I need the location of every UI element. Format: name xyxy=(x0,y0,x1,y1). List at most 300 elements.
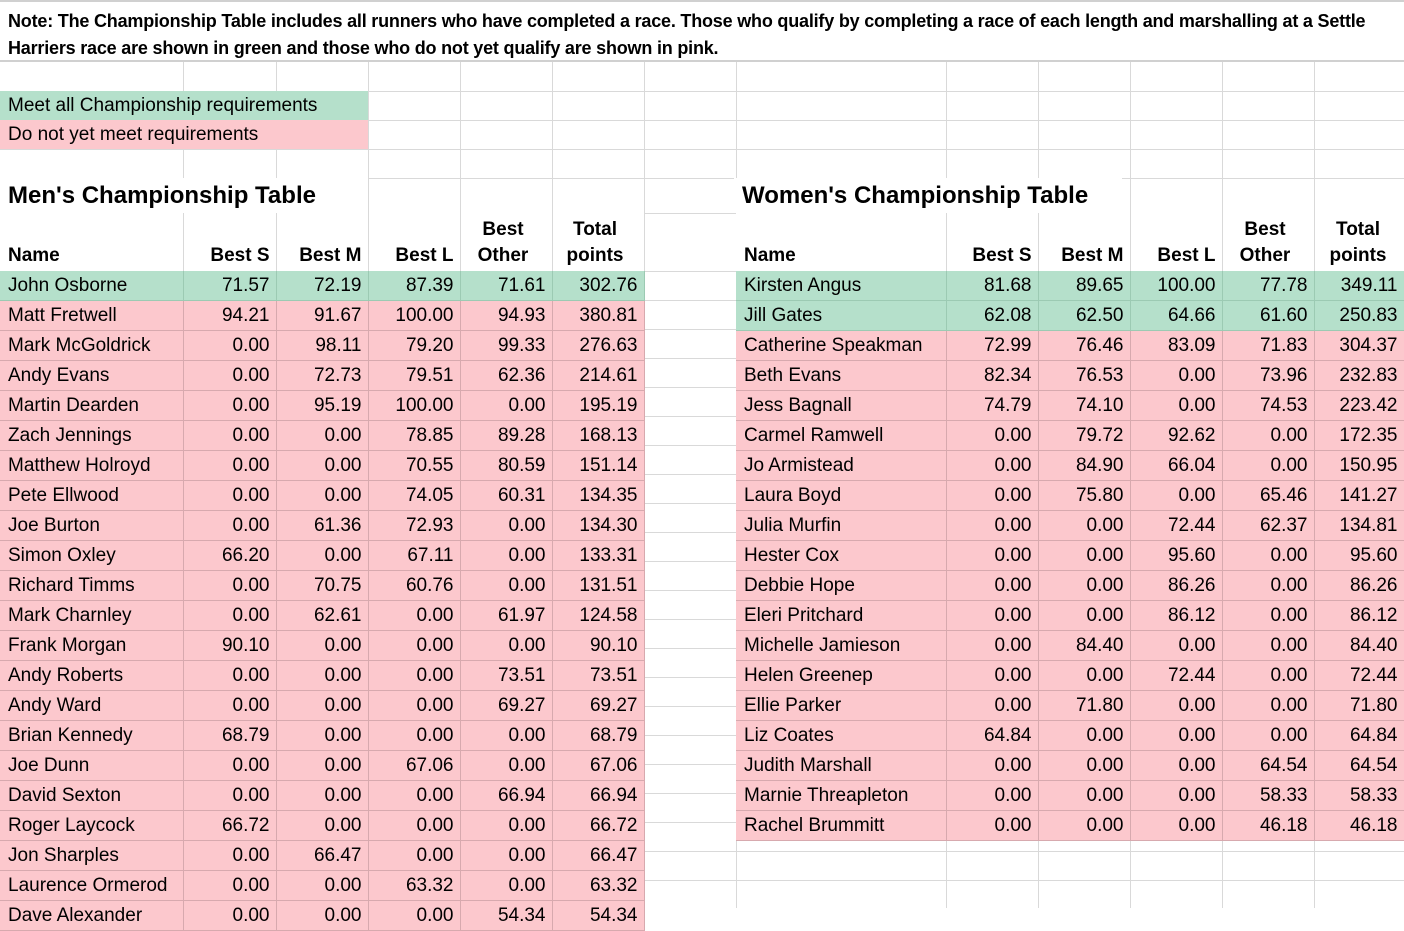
cell-total[interactable]: 172.35 xyxy=(1314,421,1404,451)
cell-other[interactable]: 62.36 xyxy=(460,361,552,391)
table-row xyxy=(0,391,644,421)
table-row xyxy=(0,691,644,721)
cell-name[interactable]: Julia Murfin xyxy=(736,511,946,541)
cell-s[interactable]: 0.00 xyxy=(183,571,276,601)
cell-other[interactable]: 0.00 xyxy=(460,751,552,781)
cell-other[interactable]: 54.34 xyxy=(460,901,552,931)
cell-total[interactable]: 86.26 xyxy=(1314,571,1404,601)
header-best-other-line2: Other xyxy=(1239,245,1291,266)
header-best-m[interactable]: Best M xyxy=(1038,213,1130,271)
header-total-line2: points xyxy=(1329,245,1387,266)
cell-m[interactable]: 84.40 xyxy=(1038,631,1130,661)
cell-name[interactable]: Brian Kennedy xyxy=(0,721,183,751)
table-row xyxy=(736,511,1404,541)
cell-other[interactable]: 65.46 xyxy=(1222,481,1314,511)
cell-l[interactable]: 100.00 xyxy=(368,391,460,421)
cell-s[interactable]: 0.00 xyxy=(946,451,1038,481)
cell-l[interactable]: 63.32 xyxy=(368,871,460,901)
cell-m[interactable]: 0.00 xyxy=(276,721,368,751)
cell-total[interactable]: 46.18 xyxy=(1314,811,1404,841)
cell-m[interactable]: 0.00 xyxy=(1038,781,1130,811)
cell-l[interactable]: 0.00 xyxy=(1130,631,1222,661)
cell-name[interactable]: Roger Laycock xyxy=(0,811,183,841)
cell-m[interactable]: 84.90 xyxy=(1038,451,1130,481)
cell-s[interactable]: 0.00 xyxy=(183,451,276,481)
cell-total[interactable]: 66.94 xyxy=(552,781,644,811)
cell-total[interactable]: 134.81 xyxy=(1314,511,1404,541)
cell-l[interactable]: 0.00 xyxy=(1130,391,1222,421)
cell-m[interactable]: 61.36 xyxy=(276,511,368,541)
cell-total[interactable]: 134.35 xyxy=(552,481,644,511)
cell-other[interactable]: 71.61 xyxy=(460,271,552,301)
cell-l[interactable]: 0.00 xyxy=(368,601,460,631)
cell-name[interactable]: Jill Gates xyxy=(736,301,946,331)
cell-total[interactable]: 71.80 xyxy=(1314,691,1404,721)
cell-name[interactable]: Liz Coates xyxy=(736,721,946,751)
cell-s[interactable]: 0.00 xyxy=(946,691,1038,721)
table-row xyxy=(736,751,1404,781)
legend-qualified[interactable]: Meet all Championship requirements xyxy=(0,91,368,120)
cell-m[interactable]: 76.46 xyxy=(1038,331,1130,361)
cell-l[interactable]: 72.44 xyxy=(1130,511,1222,541)
table-row xyxy=(736,631,1404,661)
cell-l[interactable]: 0.00 xyxy=(368,721,460,751)
cell-s[interactable]: 62.08 xyxy=(946,301,1038,331)
mens-championship-table xyxy=(0,213,645,931)
cell-total[interactable]: 66.72 xyxy=(552,811,644,841)
cell-name[interactable]: Andy Roberts xyxy=(0,661,183,691)
cell-m[interactable]: 0.00 xyxy=(276,781,368,811)
cell-name[interactable]: Dave Alexander xyxy=(0,901,183,931)
cell-s[interactable]: 0.00 xyxy=(946,661,1038,691)
cell-m[interactable]: 74.10 xyxy=(1038,391,1130,421)
cell-s[interactable]: 0.00 xyxy=(946,811,1038,841)
table-row xyxy=(736,271,1404,301)
cell-l[interactable]: 72.93 xyxy=(368,511,460,541)
cell-name[interactable]: Laura Boyd xyxy=(736,481,946,511)
table-row xyxy=(0,511,644,541)
cell-l[interactable]: 86.26 xyxy=(1130,571,1222,601)
cell-name[interactable]: Joe Burton xyxy=(0,511,183,541)
cell-l[interactable]: 83.09 xyxy=(1130,331,1222,361)
cell-other[interactable]: 99.33 xyxy=(460,331,552,361)
cell-other[interactable]: 73.96 xyxy=(1222,361,1314,391)
cell-l[interactable]: 100.00 xyxy=(1130,271,1222,301)
cell-other[interactable]: 0.00 xyxy=(1222,451,1314,481)
cell-m[interactable]: 0.00 xyxy=(276,631,368,661)
table-row xyxy=(0,661,644,691)
cell-name[interactable]: Simon Oxley xyxy=(0,541,183,571)
cell-total[interactable]: 151.14 xyxy=(552,451,644,481)
cell-m[interactable]: 75.80 xyxy=(1038,481,1130,511)
header-best-s[interactable]: Best S xyxy=(183,213,276,271)
table-row xyxy=(0,361,644,391)
cell-total[interactable]: 66.47 xyxy=(552,841,644,871)
cell-m[interactable]: 79.72 xyxy=(1038,421,1130,451)
cell-s[interactable]: 0.00 xyxy=(946,481,1038,511)
cell-s[interactable]: 68.79 xyxy=(183,721,276,751)
cell-name[interactable]: Andy Evans xyxy=(0,361,183,391)
cell-l[interactable]: 0.00 xyxy=(1130,781,1222,811)
table-row xyxy=(0,781,644,811)
cell-other[interactable]: 0.00 xyxy=(1222,691,1314,721)
table-row xyxy=(0,541,644,571)
cell-total[interactable]: 223.42 xyxy=(1314,391,1404,421)
cell-s[interactable]: 0.00 xyxy=(183,601,276,631)
header-best-other[interactable] xyxy=(1222,213,1314,271)
cell-m[interactable]: 0.00 xyxy=(276,481,368,511)
cell-l[interactable]: 95.60 xyxy=(1130,541,1222,571)
cell-name[interactable]: Jo Armistead xyxy=(736,451,946,481)
cell-l[interactable]: 0.00 xyxy=(1130,691,1222,721)
header-best-l[interactable]: Best L xyxy=(368,213,460,271)
cell-other[interactable]: 73.51 xyxy=(460,661,552,691)
cell-m[interactable]: 72.19 xyxy=(276,271,368,301)
cell-name[interactable]: Beth Evans xyxy=(736,361,946,391)
cell-name[interactable]: Jess Bagnall xyxy=(736,391,946,421)
cell-name[interactable]: Mark McGoldrick xyxy=(0,331,183,361)
cell-m[interactable]: 0.00 xyxy=(1038,661,1130,691)
table-row xyxy=(736,391,1404,421)
cell-s[interactable]: 0.00 xyxy=(946,631,1038,661)
legend-not-qualified[interactable]: Do not yet meet requirements xyxy=(0,120,368,149)
cell-total[interactable]: 302.76 xyxy=(552,271,644,301)
cell-l[interactable]: 0.00 xyxy=(368,811,460,841)
cell-name[interactable]: Debbie Hope xyxy=(736,571,946,601)
cell-m[interactable]: 91.67 xyxy=(276,301,368,331)
cell-m[interactable]: 0.00 xyxy=(276,451,368,481)
cell-l[interactable]: 70.55 xyxy=(368,451,460,481)
cell-other[interactable]: 94.93 xyxy=(460,301,552,331)
header-best-other[interactable] xyxy=(460,213,552,271)
cell-total[interactable]: 90.10 xyxy=(552,631,644,661)
cell-m[interactable]: 89.65 xyxy=(1038,271,1130,301)
cell-total[interactable]: 250.83 xyxy=(1314,301,1404,331)
cell-other[interactable]: 64.54 xyxy=(1222,751,1314,781)
cell-total[interactable]: 232.83 xyxy=(1314,361,1404,391)
cell-name[interactable]: Zach Jennings xyxy=(0,421,183,451)
table-row xyxy=(0,271,644,301)
cell-name[interactable]: Pete Ellwood xyxy=(0,481,183,511)
cell-other[interactable]: 0.00 xyxy=(1222,541,1314,571)
cell-m[interactable]: 0.00 xyxy=(276,541,368,571)
cell-l[interactable]: 86.12 xyxy=(1130,601,1222,631)
cell-other[interactable]: 80.59 xyxy=(460,451,552,481)
cell-other[interactable]: 0.00 xyxy=(460,721,552,751)
cell-m[interactable]: 0.00 xyxy=(1038,811,1130,841)
cell-m[interactable]: 62.50 xyxy=(1038,301,1130,331)
table-row xyxy=(0,421,644,451)
table-row xyxy=(0,721,644,751)
cell-other[interactable]: 0.00 xyxy=(460,511,552,541)
header-name[interactable]: Name xyxy=(736,213,946,271)
cell-m[interactable]: 0.00 xyxy=(276,691,368,721)
cell-s[interactable]: 0.00 xyxy=(946,601,1038,631)
table-row xyxy=(736,601,1404,631)
cell-l[interactable]: 0.00 xyxy=(1130,751,1222,781)
cell-total[interactable]: 63.32 xyxy=(552,871,644,901)
cell-l[interactable]: 0.00 xyxy=(368,781,460,811)
cell-l[interactable]: 79.20 xyxy=(368,331,460,361)
cell-other[interactable]: 0.00 xyxy=(1222,631,1314,661)
cell-l[interactable]: 0.00 xyxy=(1130,481,1222,511)
womens-championship-table xyxy=(736,213,1404,841)
cell-l[interactable]: 67.11 xyxy=(368,541,460,571)
cell-s[interactable]: 0.00 xyxy=(183,691,276,721)
table-row xyxy=(736,421,1404,451)
cell-m[interactable]: 0.00 xyxy=(1038,511,1130,541)
cell-l[interactable]: 0.00 xyxy=(368,631,460,661)
note-cell[interactable]: Note: The Championship Table includes all runners who have completed a race. Those who qualify by completing a race of each length and marshalling at a Settle Harriers race are shown in green and those who do not yet qualify are shown in pink. xyxy=(0,0,1404,62)
header-total-points[interactable] xyxy=(552,213,644,271)
cell-m[interactable]: 62.61 xyxy=(276,601,368,631)
cell-total[interactable]: 168.13 xyxy=(552,421,644,451)
mens-table-title[interactable]: Men's Championship Table xyxy=(0,178,368,213)
cell-l[interactable]: 92.62 xyxy=(1130,421,1222,451)
header-best-other-line1: Best xyxy=(482,219,524,240)
cell-total[interactable]: 95.60 xyxy=(1314,541,1404,571)
cell-total[interactable]: 64.54 xyxy=(1314,751,1404,781)
cell-s[interactable]: 0.00 xyxy=(183,781,276,811)
cell-total[interactable]: 68.79 xyxy=(552,721,644,751)
cell-s[interactable]: 0.00 xyxy=(183,421,276,451)
cell-other[interactable]: 89.28 xyxy=(460,421,552,451)
cell-s[interactable]: 0.00 xyxy=(183,901,276,931)
cell-total[interactable]: 58.33 xyxy=(1314,781,1404,811)
cell-s[interactable]: 90.10 xyxy=(183,631,276,661)
cell-s[interactable]: 0.00 xyxy=(946,511,1038,541)
table-row xyxy=(0,751,644,781)
cell-name[interactable]: Andy Ward xyxy=(0,691,183,721)
cell-other[interactable]: 0.00 xyxy=(1222,661,1314,691)
cell-other[interactable]: 46.18 xyxy=(1222,811,1314,841)
womens-table-title[interactable]: Women's Championship Table xyxy=(734,178,1122,213)
table-row xyxy=(736,451,1404,481)
cell-total[interactable]: 72.44 xyxy=(1314,661,1404,691)
cell-l[interactable]: 67.06 xyxy=(368,751,460,781)
cell-s[interactable]: 0.00 xyxy=(946,571,1038,601)
table-row xyxy=(736,661,1404,691)
table-row xyxy=(736,721,1404,751)
cell-m[interactable]: 0.00 xyxy=(276,901,368,931)
cell-l[interactable]: 79.51 xyxy=(368,361,460,391)
cell-other[interactable]: 61.97 xyxy=(460,601,552,631)
cell-l[interactable]: 0.00 xyxy=(368,661,460,691)
cell-other[interactable]: 66.94 xyxy=(460,781,552,811)
cell-s[interactable]: 66.72 xyxy=(183,811,276,841)
cell-l[interactable]: 74.05 xyxy=(368,481,460,511)
cell-s[interactable]: 0.00 xyxy=(946,751,1038,781)
cell-name[interactable]: John Osborne xyxy=(0,271,183,301)
cell-s[interactable]: 0.00 xyxy=(183,331,276,361)
cell-other[interactable]: 0.00 xyxy=(460,841,552,871)
cell-l[interactable]: 0.00 xyxy=(1130,721,1222,751)
cell-other[interactable]: 60.31 xyxy=(460,481,552,511)
cell-s[interactable]: 0.00 xyxy=(183,391,276,421)
cell-total[interactable]: 124.58 xyxy=(552,601,644,631)
table-row xyxy=(736,541,1404,571)
cell-m[interactable]: 0.00 xyxy=(276,811,368,841)
header-total-line1: Total xyxy=(1336,219,1380,240)
cell-m[interactable]: 0.00 xyxy=(1038,601,1130,631)
cell-total[interactable]: 84.40 xyxy=(1314,631,1404,661)
cell-name[interactable]: Marnie Threapleton xyxy=(736,781,946,811)
cell-l[interactable]: 66.04 xyxy=(1130,451,1222,481)
cell-other[interactable]: 62.37 xyxy=(1222,511,1314,541)
cell-l[interactable]: 0.00 xyxy=(368,691,460,721)
header-best-s[interactable]: Best S xyxy=(946,213,1038,271)
cell-s[interactable]: 0.00 xyxy=(946,541,1038,571)
cell-m[interactable]: 70.75 xyxy=(276,571,368,601)
cell-total[interactable]: 86.12 xyxy=(1314,601,1404,631)
cell-name[interactable]: Mark Charnley xyxy=(0,601,183,631)
cell-name[interactable]: David Sexton xyxy=(0,781,183,811)
cell-s[interactable]: 0.00 xyxy=(183,511,276,541)
cell-total[interactable]: 349.11 xyxy=(1314,271,1404,301)
womens-table-body xyxy=(736,271,1404,841)
cell-m[interactable]: 0.00 xyxy=(1038,541,1130,571)
cell-name[interactable]: Eleri Pritchard xyxy=(736,601,946,631)
cell-total[interactable]: 73.51 xyxy=(552,661,644,691)
cell-m[interactable]: 0.00 xyxy=(276,421,368,451)
header-total-points[interactable] xyxy=(1314,213,1404,271)
cell-l[interactable]: 72.44 xyxy=(1130,661,1222,691)
cell-name[interactable]: Matt Fretwell xyxy=(0,301,183,331)
cell-other[interactable]: 74.53 xyxy=(1222,391,1314,421)
header-best-m[interactable]: Best M xyxy=(276,213,368,271)
table-row xyxy=(0,301,644,331)
cell-s[interactable]: 81.68 xyxy=(946,271,1038,301)
cell-total[interactable]: 54.34 xyxy=(552,901,644,931)
cell-total[interactable]: 64.84 xyxy=(1314,721,1404,751)
cell-s[interactable]: 0.00 xyxy=(183,481,276,511)
cell-s[interactable]: 0.00 xyxy=(183,751,276,781)
cell-m[interactable]: 0.00 xyxy=(1038,751,1130,781)
cell-m[interactable]: 66.47 xyxy=(276,841,368,871)
cell-m[interactable]: 98.11 xyxy=(276,331,368,361)
cell-name[interactable]: Matthew Holroyd xyxy=(0,451,183,481)
cell-total[interactable]: 141.27 xyxy=(1314,481,1404,511)
cell-other[interactable]: 0.00 xyxy=(460,571,552,601)
cell-l[interactable]: 0.00 xyxy=(368,901,460,931)
cell-s[interactable]: 0.00 xyxy=(946,781,1038,811)
cell-l[interactable]: 0.00 xyxy=(1130,811,1222,841)
cell-s[interactable]: 0.00 xyxy=(183,661,276,691)
cell-total[interactable]: 214.61 xyxy=(552,361,644,391)
cell-total[interactable]: 67.06 xyxy=(552,751,644,781)
cell-other[interactable]: 0.00 xyxy=(1222,571,1314,601)
cell-name[interactable]: Catherine Speakman xyxy=(736,331,946,361)
cell-total[interactable]: 133.31 xyxy=(552,541,644,571)
cell-total[interactable]: 150.95 xyxy=(1314,451,1404,481)
cell-name[interactable]: Michelle Jamieson xyxy=(736,631,946,661)
cell-other[interactable]: 69.27 xyxy=(460,691,552,721)
cell-m[interactable]: 0.00 xyxy=(276,661,368,691)
cell-other[interactable]: 71.83 xyxy=(1222,331,1314,361)
cell-name[interactable]: Helen Greenep xyxy=(736,661,946,691)
cell-total[interactable]: 131.51 xyxy=(552,571,644,601)
cell-s[interactable]: 0.00 xyxy=(946,421,1038,451)
header-best-l[interactable]: Best L xyxy=(1130,213,1222,271)
cell-name[interactable]: Carmel Ramwell xyxy=(736,421,946,451)
cell-other[interactable]: 0.00 xyxy=(460,811,552,841)
cell-l[interactable]: 78.85 xyxy=(368,421,460,451)
cell-l[interactable]: 100.00 xyxy=(368,301,460,331)
cell-name[interactable]: Ellie Parker xyxy=(736,691,946,721)
cell-name[interactable]: Hester Cox xyxy=(736,541,946,571)
table-row xyxy=(0,481,644,511)
cell-name[interactable]: Richard Timms xyxy=(0,571,183,601)
cell-total[interactable]: 134.30 xyxy=(552,511,644,541)
header-row xyxy=(0,213,644,271)
cell-other[interactable]: 61.60 xyxy=(1222,301,1314,331)
cell-m[interactable]: 71.80 xyxy=(1038,691,1130,721)
cell-other[interactable]: 0.00 xyxy=(460,631,552,661)
cell-name[interactable]: Frank Morgan xyxy=(0,631,183,661)
cell-s[interactable]: 0.00 xyxy=(183,841,276,871)
cell-other[interactable]: 0.00 xyxy=(460,871,552,901)
cell-name[interactable]: Judith Marshall xyxy=(736,751,946,781)
cell-total[interactable]: 304.37 xyxy=(1314,331,1404,361)
cell-l[interactable]: 60.76 xyxy=(368,571,460,601)
cell-total[interactable]: 276.63 xyxy=(552,331,644,361)
cell-total[interactable]: 195.19 xyxy=(552,391,644,421)
header-total-line1: Total xyxy=(573,219,617,240)
header-row xyxy=(736,213,1404,271)
cell-other[interactable]: 58.33 xyxy=(1222,781,1314,811)
cell-s[interactable]: 94.21 xyxy=(183,301,276,331)
cell-name[interactable]: Martin Dearden xyxy=(0,391,183,421)
cell-m[interactable]: 76.53 xyxy=(1038,361,1130,391)
cell-l[interactable]: 0.00 xyxy=(1130,361,1222,391)
cell-total[interactable]: 69.27 xyxy=(552,691,644,721)
cell-other[interactable]: 0.00 xyxy=(460,391,552,421)
cell-l[interactable]: 0.00 xyxy=(368,841,460,871)
cell-s[interactable]: 0.00 xyxy=(183,361,276,391)
table-row xyxy=(736,781,1404,811)
cell-m[interactable]: 0.00 xyxy=(1038,571,1130,601)
cell-m[interactable]: 72.73 xyxy=(276,361,368,391)
header-name[interactable]: Name xyxy=(0,213,183,271)
cell-s[interactable]: 72.99 xyxy=(946,331,1038,361)
cell-name[interactable]: Laurence Ormerod xyxy=(0,871,183,901)
cell-other[interactable]: 0.00 xyxy=(460,541,552,571)
cell-name[interactable]: Rachel Brummitt xyxy=(736,811,946,841)
cell-s[interactable]: 82.34 xyxy=(946,361,1038,391)
cell-s[interactable]: 71.57 xyxy=(183,271,276,301)
cell-total[interactable]: 380.81 xyxy=(552,301,644,331)
cell-m[interactable]: 0.00 xyxy=(276,871,368,901)
table-row xyxy=(736,301,1404,331)
table-row xyxy=(736,481,1404,511)
cell-other[interactable]: 0.00 xyxy=(1222,601,1314,631)
cell-s[interactable]: 64.84 xyxy=(946,721,1038,751)
cell-other[interactable]: 77.78 xyxy=(1222,271,1314,301)
cell-other[interactable]: 0.00 xyxy=(1222,721,1314,751)
cell-name[interactable]: Jon Sharples xyxy=(0,841,183,871)
cell-s[interactable]: 66.20 xyxy=(183,541,276,571)
cell-name[interactable]: Kirsten Angus xyxy=(736,271,946,301)
cell-l[interactable]: 87.39 xyxy=(368,271,460,301)
cell-l[interactable]: 64.66 xyxy=(1130,301,1222,331)
cell-s[interactable]: 74.79 xyxy=(946,391,1038,421)
cell-m[interactable]: 95.19 xyxy=(276,391,368,421)
cell-s[interactable]: 0.00 xyxy=(183,871,276,901)
cell-other[interactable]: 0.00 xyxy=(1222,421,1314,451)
cell-name[interactable]: Joe Dunn xyxy=(0,751,183,781)
cell-m[interactable]: 0.00 xyxy=(1038,721,1130,751)
cell-m[interactable]: 0.00 xyxy=(276,751,368,781)
